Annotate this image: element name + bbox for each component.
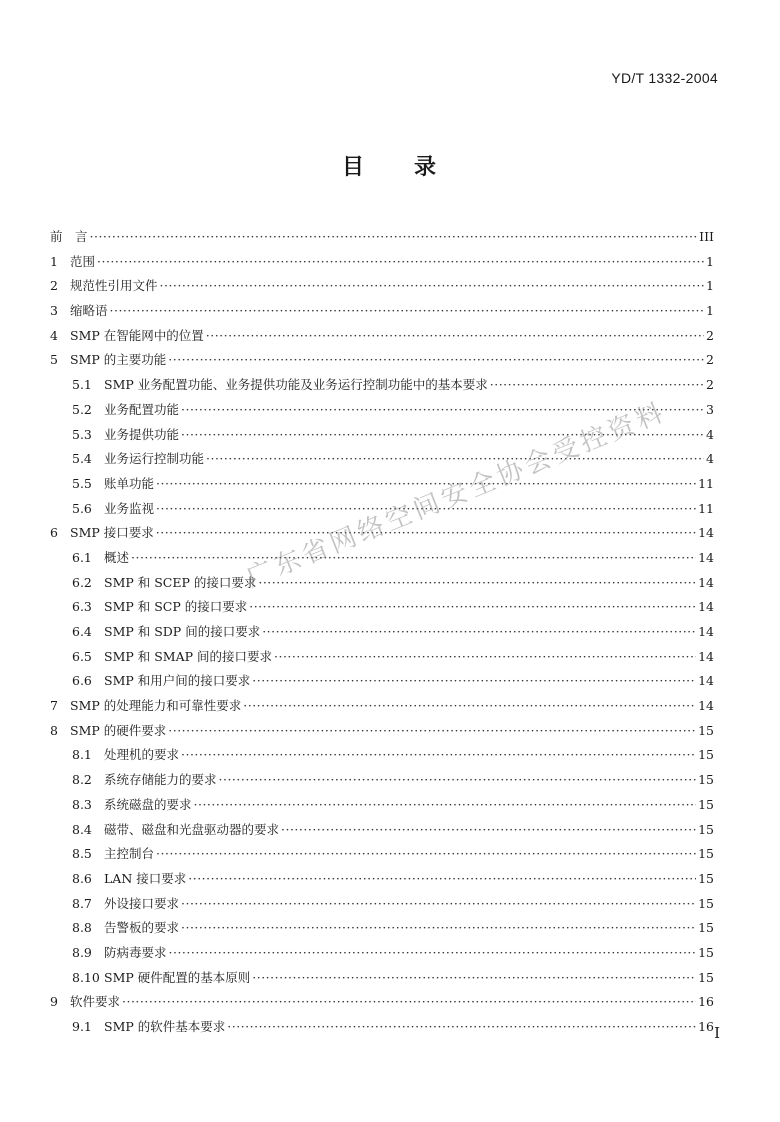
toc-leader-dots (160, 274, 704, 299)
toc-entry[interactable] (50, 892, 714, 917)
toc-entry-page: 1 (706, 303, 714, 319)
toc-entry-label: 规范性引用文件 (70, 278, 158, 294)
toc-entry-page: 15 (698, 895, 714, 911)
toc-entry-page: 11 (698, 500, 714, 516)
toc-entry[interactable] (50, 497, 714, 522)
toc-entry-label: SMP 和 SCP 的接口要求 (104, 599, 248, 615)
toc-leader-dots (249, 595, 696, 620)
toc-entry-number: 3 (50, 303, 58, 319)
toc-entry[interactable] (50, 373, 714, 398)
toc-entry[interactable] (50, 546, 714, 571)
toc-entry-label: SMP 业务配置功能、业务提供功能及业务运行控制功能中的基本要求 (104, 377, 488, 393)
toc-entry[interactable] (50, 472, 714, 497)
toc-entry-number: 6.2 (72, 574, 92, 590)
toc-leader-dots (156, 842, 696, 867)
toc-leader-dots (281, 818, 696, 843)
toc-entry-page: 15 (698, 796, 714, 812)
toc-entry[interactable] (50, 299, 714, 324)
toc-entry-number: 6.4 (72, 624, 92, 639)
toc-entry[interactable] (50, 842, 714, 867)
toc-entry[interactable] (50, 398, 714, 423)
toc-entry-number: 8.6 (72, 870, 92, 886)
toc-entry-page: 14 (698, 599, 714, 615)
toc-entry-page: 14 (698, 624, 714, 639)
toc-leader-dots (219, 768, 697, 793)
toc-entry-number: 1 (50, 253, 58, 269)
page-number: I (714, 1024, 720, 1042)
toc-leader-dots (258, 571, 696, 596)
toc-leader-dots (181, 916, 696, 941)
toc-leader-dots (243, 694, 696, 719)
toc-entry[interactable] (50, 348, 714, 373)
toc-entry-page: 11 (698, 475, 714, 491)
toc-entry[interactable] (50, 620, 714, 645)
toc-entry-number: 8.8 (72, 920, 92, 936)
toc-entry[interactable] (50, 521, 714, 546)
toc-leader-dots (181, 398, 704, 423)
toc-entry[interactable] (50, 941, 714, 966)
toc-entry-page: 4 (706, 451, 714, 467)
toc-entry-page: 15 (698, 920, 714, 936)
toc-entry-label: SMP 的硬件要求 (70, 722, 167, 738)
table-of-contents (50, 225, 714, 1040)
toc-leader-dots (181, 423, 704, 448)
toc-entry-page: 15 (698, 969, 714, 985)
toc-entry[interactable] (50, 743, 714, 768)
toc-entry[interactable] (50, 595, 714, 620)
toc-leader-dots (169, 941, 697, 966)
toc-entry[interactable] (50, 719, 714, 744)
toc-entry[interactable] (50, 694, 714, 719)
toc-entry[interactable] (50, 966, 714, 991)
toc-entry-number: 2 (50, 278, 58, 294)
toc-entry-page: 4 (706, 426, 714, 442)
toc-entry[interactable] (50, 793, 714, 818)
toc-entry[interactable] (50, 1015, 714, 1040)
toc-entry-number: 5.4 (72, 451, 92, 467)
toc-entry-label: 范围 (70, 253, 96, 269)
toc-entry-page: 15 (698, 944, 714, 960)
toc-entry[interactable] (50, 768, 714, 793)
toc-entry-page: 14 (698, 549, 714, 565)
toc-entry-page: 16 (698, 1019, 714, 1034)
toc-entry-page: 16 (698, 994, 714, 1010)
toc-entry-page: 14 (698, 648, 714, 664)
toc-leader-dots (90, 225, 698, 250)
toc-entry-number: 9.1 (72, 1019, 92, 1034)
toc-entry[interactable] (50, 867, 714, 892)
toc-entry-label: 业务监视 (104, 500, 155, 516)
toc-leader-dots (110, 299, 704, 324)
toc-leader-dots (156, 497, 696, 522)
toc-entry-label: SMP 的软件基本要求 (104, 1019, 226, 1034)
page-title: 目 录 (341, 155, 438, 180)
toc-entry[interactable] (50, 818, 714, 843)
toc-leader-dots (122, 990, 696, 1015)
toc-entry-label: SMP 和 SDP 间的接口要求 (104, 624, 261, 639)
document-id: YD/T 1332-2004 (611, 70, 718, 86)
toc-entry-page: 14 (698, 574, 714, 590)
toc-leader-dots (156, 472, 696, 497)
toc-entry-number: 8.3 (72, 796, 92, 812)
toc-leader-dots (252, 966, 696, 991)
toc-entry-label: 业务配置功能 (104, 401, 180, 417)
toc-entry-number: 4 (50, 327, 58, 343)
toc-leader-dots (206, 447, 704, 472)
toc-entry-number: 5.3 (72, 426, 92, 442)
toc-entry-page: 3 (706, 401, 714, 417)
toc-entry-label: SMP 接口要求 (70, 525, 154, 541)
toc-leader-dots (274, 645, 696, 670)
toc-entry-page: III (699, 229, 714, 244)
toc-entry-number: 6.3 (72, 599, 92, 615)
toc-entry-page: 1 (706, 253, 714, 269)
toc-entry-page: 2 (706, 377, 714, 393)
toc-entry-page: 15 (698, 870, 714, 886)
toc-entry-page: 15 (698, 821, 714, 837)
toc-entry-number: 5 (50, 352, 58, 368)
toc-entry[interactable] (50, 669, 714, 694)
toc-entry-page: 14 (698, 698, 714, 714)
toc-leader-dots (262, 620, 696, 645)
toc-entry[interactable] (50, 990, 714, 1015)
toc-entry-label: 防病毒要求 (104, 944, 167, 960)
toc-entry-label: SMP 和用户间的接口要求 (104, 673, 251, 689)
toc-entry-label: 外设接口要求 (104, 895, 180, 911)
toc-entry-number: 5.2 (72, 401, 92, 417)
toc-entry-label: 主控制台 (104, 846, 155, 862)
toc-entry-label: 缩略语 (70, 303, 108, 319)
toc-entry-number: 8.7 (72, 895, 92, 911)
toc-entry-page: 15 (698, 772, 714, 788)
toc-entry[interactable] (50, 324, 714, 349)
toc-entry[interactable] (50, 225, 714, 250)
toc-leader-dots (490, 373, 704, 398)
toc-entry-number: 8.5 (72, 846, 92, 862)
toc-entry-page: 2 (706, 352, 714, 368)
toc-entry-label: 磁带、磁盘和光盘驱动器的要求 (104, 821, 280, 837)
toc-entry-number: 7 (50, 698, 58, 714)
watermark: 广东省网络空间安全协会受控资料 (242, 396, 671, 594)
toc-entry-label: 软件要求 (70, 994, 121, 1010)
toc-entry-label: SMP 和 SMAP 间的接口要求 (104, 648, 272, 664)
toc-leader-dots (168, 348, 704, 373)
toc-entry-number: 5.5 (72, 475, 92, 491)
toc-entry-label: 业务提供功能 (104, 426, 180, 442)
toc-entry-number: 前 言 (50, 229, 88, 244)
toc-leader-dots (227, 1015, 696, 1040)
toc-entry-number: 8.9 (72, 944, 92, 960)
toc-entry-number: 9 (50, 994, 58, 1010)
toc-leader-dots (181, 892, 696, 917)
toc-entry-page: 2 (706, 327, 714, 343)
toc-entry-number: 5.1 (72, 377, 92, 393)
toc-entry-label: 系统存储能力的要求 (104, 772, 217, 788)
toc-entry[interactable] (50, 645, 714, 670)
toc-entry[interactable] (50, 274, 714, 299)
toc-entry-label: 告警板的要求 (104, 920, 180, 936)
toc-entry-label: 系统磁盘的要求 (104, 796, 192, 812)
toc-entry-number: 6.1 (72, 549, 92, 565)
toc-entry-page: 15 (698, 846, 714, 862)
toc-entry-label: SMP 在智能网中的位置 (70, 327, 204, 343)
toc-entry-label: 概述 (104, 549, 130, 565)
toc-entry-label: 账单功能 (104, 475, 155, 491)
toc-entry-number: 8.4 (72, 821, 92, 837)
toc-leader-dots (206, 324, 704, 349)
toc-entry[interactable] (50, 916, 714, 941)
toc-entry-label: 业务运行控制功能 (104, 451, 205, 467)
toc-leader-dots (168, 719, 696, 744)
toc-leader-dots (252, 669, 696, 694)
toc-entry-number: 8.1 (72, 747, 92, 763)
toc-entry-label: SMP 硬件配置的基本原则 (104, 969, 251, 985)
toc-entry-number: 8 (50, 722, 58, 738)
toc-leader-dots (188, 867, 696, 892)
toc-entry-label: SMP 的处理能力和可靠性要求 (70, 698, 242, 714)
toc-entry-label: 处理机的要求 (104, 747, 180, 763)
toc-entry-number: 6 (50, 525, 58, 541)
toc-leader-dots (156, 521, 696, 546)
toc-leader-dots (97, 250, 704, 275)
toc-entry-label: LAN 接口要求 (104, 870, 187, 886)
toc-entry-number: 5.6 (72, 500, 92, 516)
toc-entry-page: 14 (698, 673, 714, 689)
toc-entry-page: 15 (698, 747, 714, 763)
toc-leader-dots (194, 793, 697, 818)
toc-entry-page: 15 (698, 722, 714, 738)
toc-entry-label: SMP 和 SCEP 的接口要求 (104, 574, 257, 590)
toc-entry-number: 6.6 (72, 673, 92, 689)
toc-leader-dots (131, 546, 696, 571)
toc-entry-page: 1 (706, 278, 714, 294)
toc-entry[interactable] (50, 571, 714, 596)
toc-entry-page: 14 (698, 525, 714, 541)
toc-entry-number: 8.10 (72, 969, 100, 985)
toc-entry-number: 8.2 (72, 772, 92, 788)
toc-leader-dots (181, 743, 696, 768)
toc-entry[interactable] (50, 423, 714, 448)
toc-entry-label: SMP 的主要功能 (70, 352, 167, 368)
toc-entry-number: 6.5 (72, 648, 92, 664)
toc-entry[interactable] (50, 250, 714, 275)
toc-entry[interactable] (50, 447, 714, 472)
